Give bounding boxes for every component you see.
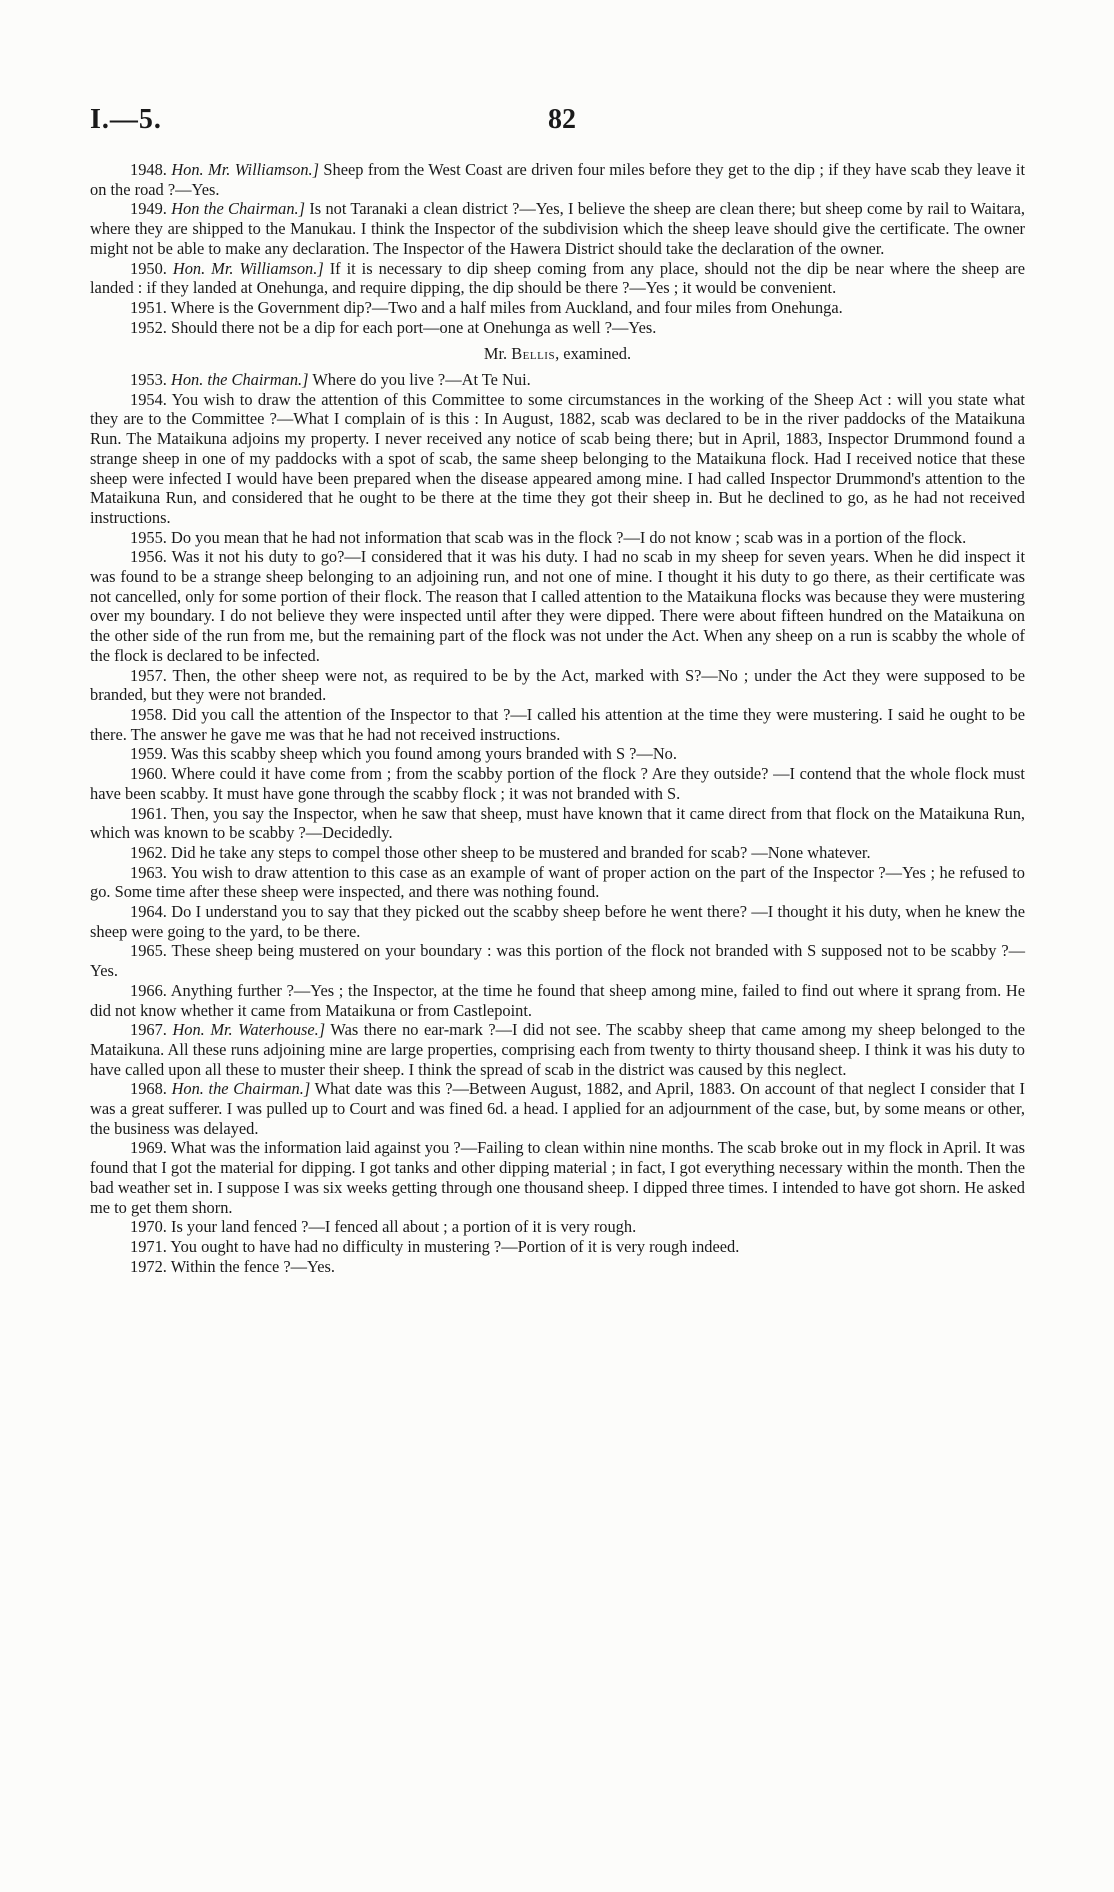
question-answer-paragraph bbox=[90, 1257, 1025, 1277]
testimony-text: Is not Taranaki a clean district ?—Yes, I believe the sheep are clean there; but sheep come by rail to Waitara, where they are shipped to the Manukau. I think the Inspector of the subdivision which the sheep leave should give the certificate. The owner might not be able to make any declaration. The Inspector of the Hawera District should take the declaration of the owner. bbox=[90, 199, 1025, 258]
question-answer-paragraph bbox=[90, 1237, 1025, 1257]
question-answer-paragraph bbox=[90, 666, 1025, 705]
question-answer-paragraph bbox=[90, 370, 1025, 390]
question-number: 1950. bbox=[130, 258, 167, 278]
question-number: 1968. bbox=[130, 1079, 167, 1099]
question-answer-paragraph bbox=[90, 981, 1025, 1020]
question-number: 1949. bbox=[130, 199, 167, 219]
testimony-text: Was this scabby sheep which you found among yours branded with S ?—No. bbox=[170, 744, 677, 764]
question-answer-paragraph bbox=[90, 1020, 1025, 1079]
testimony-text: Did you call the attention of the Inspector to that ?—I called his attention at the time they were mustering. I said he ought to be there. The answer he gave me was that he had not received instructions. bbox=[90, 704, 1026, 744]
question-number: 1965. bbox=[130, 941, 167, 961]
speaker: Hon. Mr. Williamson.] bbox=[171, 160, 320, 179]
question-answer-paragraph bbox=[90, 1217, 1025, 1237]
testimony-text: You wish to draw attention to this case as an example of want of proper action on the part of the Inspector ?—Yes ; he refused to go. Some time after these sheep were inspected, and there was nothing found. bbox=[90, 862, 1025, 902]
testimony-text: What date was this ?—Between August, 1882, and April, 1883. On account of that neglect I consider that I was a great sufferer. I was pulled up to Court and was fined 6d. a head. I applied for an adjournment of the case, but, by some means or other, the business was delayed. bbox=[90, 1079, 1025, 1138]
question-number: 1961. bbox=[130, 803, 167, 823]
question-number: 1954. bbox=[130, 389, 167, 409]
testimony-text: Is your land fenced ?—I fenced all about ; a portion of it is very rough. bbox=[171, 1217, 637, 1237]
document-body bbox=[90, 160, 1025, 1276]
question-number: 1948. bbox=[130, 160, 167, 179]
question-answer-paragraph bbox=[90, 744, 1025, 764]
question-answer-paragraph bbox=[90, 298, 1025, 318]
testimony-text: Do I understand you to say that they picked out the scabby sheep before he went there? —I thought it his duty, when he knew the sheep were going to the yard, to be there. bbox=[90, 902, 1025, 941]
question-answer-paragraph bbox=[90, 547, 1025, 665]
question-number: 1958. bbox=[130, 704, 167, 724]
question-answer-paragraph bbox=[90, 843, 1025, 863]
witness-status: , examined. bbox=[555, 344, 632, 364]
testimony-text: Where could it have come from ; from the scabby portion of the flock ? Are they outside? —I contend that the whole flock must have been scabby. It must have gone through the scabby flock ; it was not branded with S. bbox=[90, 764, 1025, 803]
question-number: 1969. bbox=[130, 1138, 167, 1158]
witness-heading bbox=[90, 344, 1025, 364]
question-number: 1967. bbox=[130, 1020, 167, 1040]
question-answer-paragraph bbox=[90, 1138, 1025, 1217]
testimony-text: Do you mean that he had not information that scab was in the flock ?—I do not know ; scab was in a portion of the flock. bbox=[171, 527, 967, 547]
speaker: Hon. Mr. Williamson.] bbox=[172, 258, 324, 278]
question-number: 1971. bbox=[130, 1236, 167, 1256]
testimony-text: Was there no ear-mark ?—I did not see. The scabby sheep that came among my sheep belonged to the Mataikuna. All these runs adjoining mine are large properties, comprising each from twenty to thirty thousand sheep. I think it was his duty to have called upon all these to muster their sheep. I think the spread of scab in the district was caused by this neglect. bbox=[90, 1020, 1025, 1079]
testimony-text: Did he take any steps to compel those other sheep to be mustered and branded for scab? —None whatever. bbox=[171, 842, 871, 862]
testimony-text: Where do you live ?—At Te Nui. bbox=[308, 370, 531, 390]
question-number: 1959. bbox=[130, 744, 167, 764]
question-answer-paragraph bbox=[90, 259, 1025, 298]
question-answer-paragraph bbox=[90, 705, 1025, 744]
question-number: 1964. bbox=[130, 902, 167, 922]
speaker: Hon. the Chairman.] bbox=[171, 1079, 311, 1099]
question-answer-paragraph bbox=[90, 160, 1025, 199]
testimony-text: You wish to draw the attention of this Committee to some circumstances in the working of the Sheep Act : will you state what they are to the Committee ?—What I complain of is this : In August, 1882, scab was declared to be in the river paddocks of the Mataikuna Run. The Mataikuna adjoins my property. I never received any notice of scab being there; but in April, 1883, Inspector Drummond found a strange sheep in one of my paddocks with a spot of scab, the same sheep belonging to the Mataikuna flock. Had I received notice that these sheep were infected I would have been prepared when the disease appeared among mine. I had called Inspector Drummond's attention to the Mataikuna Run, and considered that he ought to be there at the time they got their sheep in. But he declined to go, as he had not received instructions. bbox=[90, 389, 1025, 527]
speaker: Hon. Mr. Waterhouse.] bbox=[172, 1020, 326, 1040]
speaker: Hon the Chairman.] bbox=[171, 199, 306, 219]
testimony-text: Was it not his duty to go?—I considered that it was his duty. I had no scab in my sheep for seven years. When he did inspect it was found to be a strange sheep belonging to an adjoining run, and not one of mine. I thought it his duty to go there, as their certificate was not cancelled, only for some portion of their flock. The reason that I called attention to the Mataikuna flocks was because they were mustering over my boundary. I do not believe they were inspected until after they were dipped. There were about fifteen hundred on the Mataikuna on the other side of the run from me, but the remaining part of the flock was not under the Act. When any sheep on a run is scabby the whole of the flock is declared to be infected. bbox=[90, 547, 1025, 665]
question-answer-paragraph bbox=[90, 804, 1025, 843]
testimony-text: Then, you say the Inspector, when he saw that sheep, must have known that it came direct from that flock on the Mataikuna Run, which was known to be scabby ?—Decidedly. bbox=[90, 803, 1025, 843]
question-answer-paragraph bbox=[90, 528, 1025, 548]
testimony-text: Should there not be a dip for each port—one at Onehunga as well ?—Yes. bbox=[171, 317, 657, 337]
question-number: 1966. bbox=[130, 980, 167, 1000]
question-answer-paragraph bbox=[90, 390, 1025, 528]
witness-title: Mr. bbox=[483, 344, 512, 364]
question-number: 1952. bbox=[130, 317, 167, 337]
witness-name: Bellis bbox=[511, 344, 556, 364]
question-number: 1963. bbox=[130, 862, 167, 882]
question-number: 1956. bbox=[130, 547, 167, 567]
testimony-text: Sheep from the West Coast are driven four miles before they get to the dip ; if they have scab they leave it on the road ?—Yes. bbox=[90, 160, 1026, 199]
question-number: 1957. bbox=[130, 665, 167, 685]
question-number: 1960. bbox=[130, 764, 167, 784]
question-number: 1953. bbox=[130, 370, 167, 390]
question-number: 1970. bbox=[130, 1217, 167, 1237]
evidence-section-1 bbox=[90, 160, 1025, 337]
page-header bbox=[90, 104, 1025, 138]
question-number: 1972. bbox=[130, 1256, 167, 1276]
question-number: 1951. bbox=[130, 297, 167, 317]
speaker: Hon. the Chairman.] bbox=[171, 370, 309, 390]
page-number: 82 bbox=[548, 104, 576, 135]
question-answer-paragraph bbox=[90, 199, 1025, 258]
testimony-text: Then, the other sheep were not, as required to be by the Act, marked with S?—No ; under the Act they were supposed to be branded, but they were not branded. bbox=[90, 665, 1025, 705]
question-answer-paragraph bbox=[90, 1079, 1025, 1138]
testimony-text: Where is the Government dip?—Two and a half miles from Auckland, and four miles from Onehunga. bbox=[170, 297, 843, 317]
testimony-text: If it is necessary to dip sheep coming from any place, should not the dip be near where the sheep are landed : if they landed at Onehunga, and require dipping, the dip should be there ?—Yes ; it would be convenient. bbox=[90, 258, 1025, 298]
testimony-text: You ought to have had no difficulty in mustering ?—Portion of it is very rough indeed. bbox=[170, 1236, 740, 1256]
question-answer-paragraph bbox=[90, 863, 1025, 902]
question-number: 1962. bbox=[130, 842, 167, 862]
question-answer-paragraph bbox=[90, 941, 1025, 980]
testimony-text: Within the fence ?—Yes. bbox=[170, 1256, 335, 1276]
question-answer-paragraph bbox=[90, 318, 1025, 338]
testimony-text: These sheep being mustered on your boundary : was this portion of the flock not branded with S supposed not to be scabby ?—Yes. bbox=[90, 941, 1025, 981]
testimony-text: What was the information laid against you ?—Failing to clean within nine months. The scab broke out in my flock in April. It was found that I got the material for dipping. I got tanks and other dipping material ; in fact, I got everything necessary within the month. Then the bad weather set in. I suppose I was six weeks getting through one thousand sheep. I dipped three times. I intended to have got shorn. He asked me to get them shorn. bbox=[90, 1138, 1025, 1217]
question-number: 1955. bbox=[130, 527, 167, 547]
document-reference: I.—5. bbox=[90, 104, 162, 135]
testimony-text: Anything further ?—Yes ; the Inspector, at the time he found that sheep among mine, failed to find out where it sprang from. He did not know whether it came from Mataikuna or from Castlepoint. bbox=[90, 980, 1025, 1020]
question-answer-paragraph bbox=[90, 764, 1025, 803]
question-answer-paragraph bbox=[90, 902, 1025, 941]
evidence-section-2 bbox=[90, 370, 1025, 1276]
